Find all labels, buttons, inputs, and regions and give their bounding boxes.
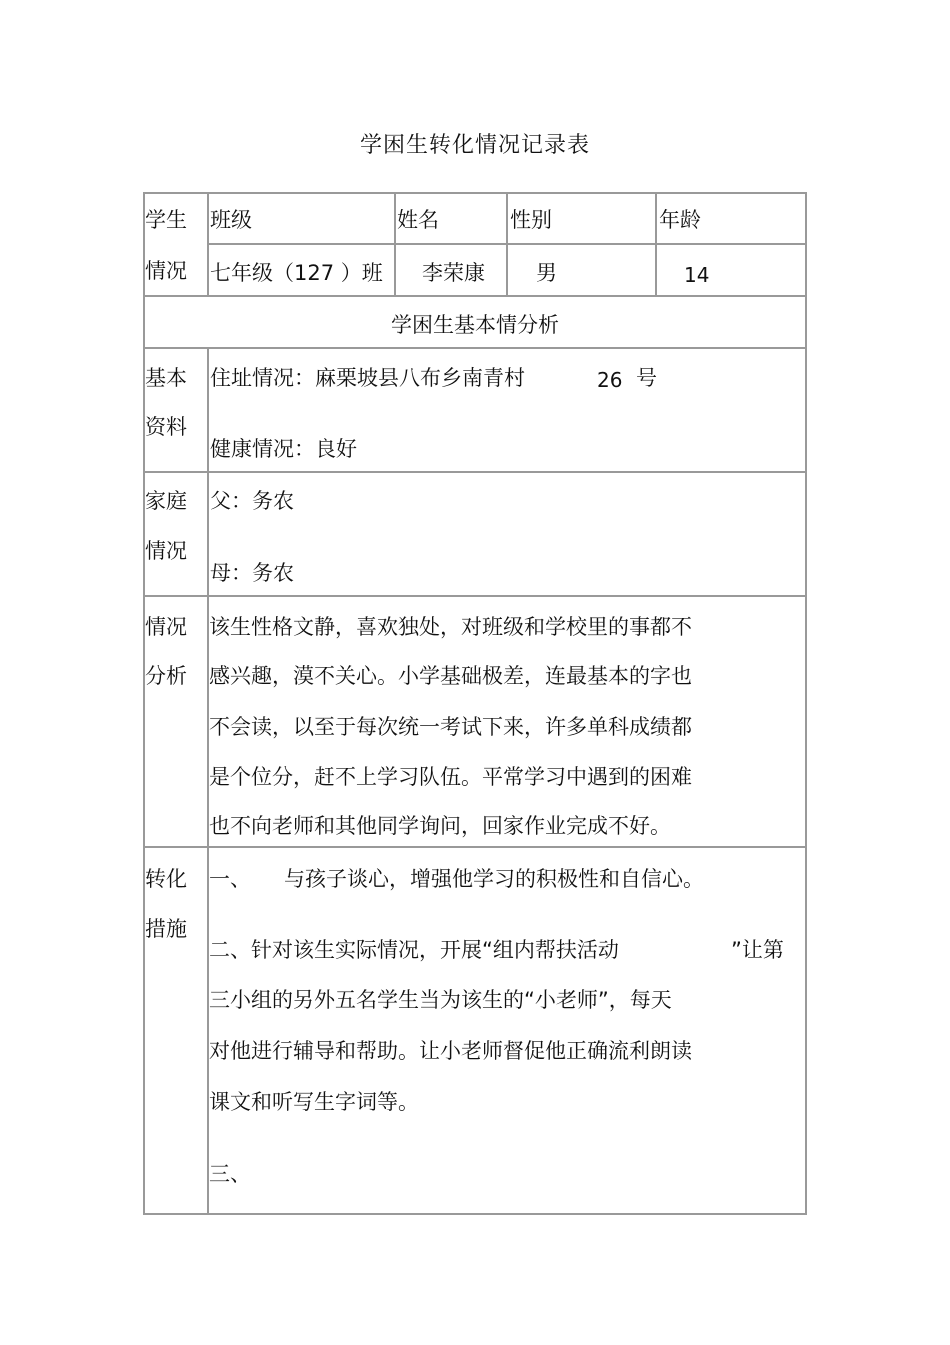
row-divider (143, 471, 807, 473)
measure-3-text: 三、 (209, 1162, 251, 1186)
column-divider (394, 192, 396, 297)
measure-2-line: 对他进行辅导和帮助。让小老师督促他正确流利朗读 (209, 1039, 692, 1063)
column-divider (655, 192, 657, 297)
header-age: 年龄 (659, 208, 701, 232)
row-divider (143, 595, 807, 597)
situation-line: 感兴趣，漠不关心。小学基础极差，连最基本的字也 (209, 664, 692, 688)
page-title: 学困生转化情况记录表 (359, 133, 590, 158)
basic-label: 资料 (145, 415, 187, 439)
situation-label: 分析 (145, 664, 187, 688)
student-section-label: 情况 (145, 259, 187, 283)
column-divider (506, 192, 508, 297)
header-gender: 性别 (510, 208, 552, 232)
father-text: 父：务农 (210, 489, 294, 513)
family-label: 情况 (145, 539, 187, 563)
row-divider (143, 347, 807, 349)
measure-2-line: 三小组的另外五名学生当为该生的“小老师”，每天 (209, 988, 672, 1012)
measure-1-text: 与孩子谈心，增强他学习的积极性和自信心。 (284, 867, 704, 891)
value-gender: 男 (536, 261, 557, 285)
situation-line: 也不向老师和其他同学询问，回家作业完成不好。 (209, 814, 671, 838)
student-section-label: 学生 (145, 208, 187, 232)
column-divider (207, 192, 209, 297)
row-divider (143, 846, 807, 848)
situation-line: 是个位分，赶不上学习队伍。平常学习中遇到的困难 (209, 765, 692, 789)
health-text: 健康情况：良好 (210, 437, 357, 461)
situation-label: 情况 (145, 615, 187, 639)
measures-label: 转化 (145, 867, 187, 891)
family-label: 家庭 (145, 489, 187, 513)
value-name: 李荣康 (422, 261, 485, 285)
basic-label: 基本 (145, 366, 187, 390)
address-number: 26 (597, 368, 623, 392)
situation-line: 不会读，以至于每次统一考试下来，许多单科成绩都 (209, 715, 692, 739)
header-class: 班级 (210, 208, 252, 232)
row-divider (143, 295, 807, 297)
value-age: 14 (684, 263, 710, 287)
measure-2-text-end: ”让第 (731, 938, 784, 962)
value-class: 七年级（127 ）班 (210, 261, 383, 285)
situation-line: 该生性格文静，喜欢独处，对班级和学校里的事都不 (209, 615, 692, 639)
address-text: 住址情况：麻栗坡县八布乡南青村 (210, 366, 525, 390)
analysis-header: 学困生基本情分析 (391, 313, 559, 337)
measures-label: 措施 (145, 917, 187, 941)
measure-2-line: 课文和听写生字词等。 (209, 1090, 419, 1114)
mother-text: 母：务农 (210, 561, 294, 585)
measure-2-text: 二、针对该生实际情况，开展“组内帮扶活动 (209, 938, 619, 962)
address-suffix: 号 (636, 366, 657, 390)
measure-1-prefix: 一、 (209, 867, 251, 891)
header-name: 姓名 (397, 208, 439, 232)
